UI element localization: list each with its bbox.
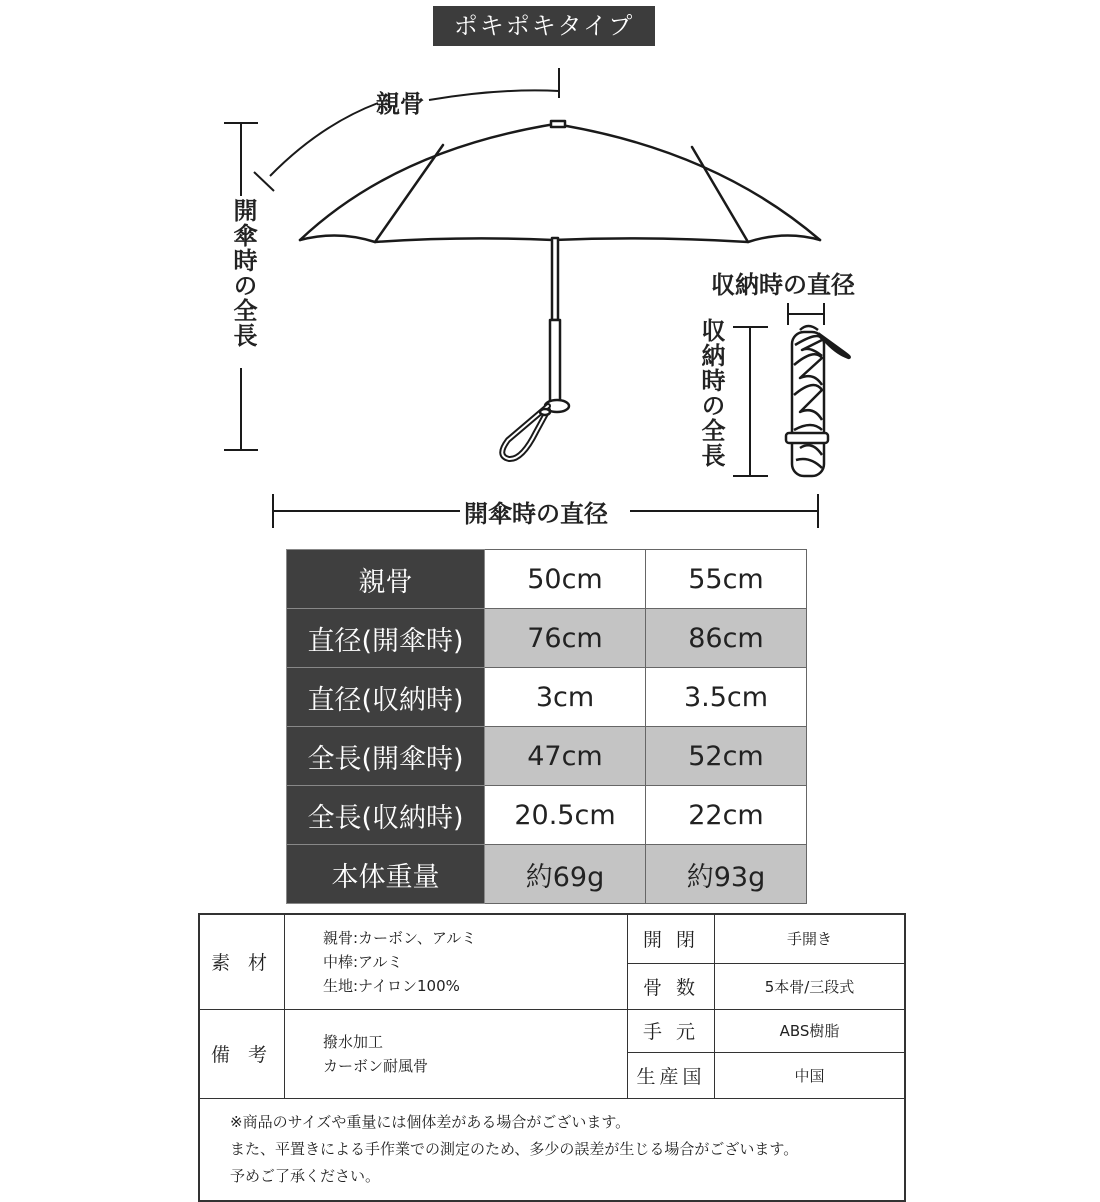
note-line: ※商品のサイズや重量には個体差がある場合がございます。 xyxy=(230,1112,631,1131)
canopy-outline xyxy=(300,124,820,240)
spec-value: 3cm xyxy=(485,668,646,727)
handle-value: ABS樹脂 xyxy=(715,1009,906,1052)
material-line: 生地:ナイロン100% xyxy=(323,976,460,995)
open-close-label: 開 閉 xyxy=(628,914,715,963)
spec-row xyxy=(287,668,807,727)
remarks-body xyxy=(285,1009,628,1098)
handle-label: 手 元 xyxy=(628,1009,715,1052)
spec-row-label: 直径(収納時) xyxy=(287,668,485,727)
spec-value: 約93g xyxy=(646,845,807,904)
spec-row-label: 親骨 xyxy=(287,550,485,609)
note-line: 予めご了承ください。 xyxy=(230,1166,381,1185)
spec-row-label: 本体重量 xyxy=(287,845,485,904)
spec-value: 約69g xyxy=(485,845,646,904)
notes xyxy=(199,1098,905,1201)
spec-value: 47cm xyxy=(485,727,646,786)
folded-diameter-label: 収納時の直径 xyxy=(711,271,855,299)
type-badge: ポキポキタイプ xyxy=(433,6,655,46)
folded-length-label: 収納時の全長 xyxy=(697,318,725,468)
open-length-label: 開傘時の全長 xyxy=(229,198,257,348)
umbrella-diagram xyxy=(0,0,1100,540)
country-label: 生産国 xyxy=(628,1052,715,1098)
info-table xyxy=(198,913,906,1202)
material-line: 中棒:アルミ xyxy=(323,952,403,971)
material-label: 素 材 xyxy=(199,914,285,1009)
country-value: 中国 xyxy=(715,1052,906,1098)
spec-row xyxy=(287,786,807,845)
spec-value: 22cm xyxy=(646,786,807,845)
spec-table xyxy=(286,549,807,904)
rib-label: 親骨 xyxy=(376,90,424,118)
spec-row xyxy=(287,727,807,786)
spec-row-label: 全長(開傘時) xyxy=(287,727,485,786)
spec-row xyxy=(287,550,807,609)
spec-value: 52cm xyxy=(646,727,807,786)
spec-value: 76cm xyxy=(485,609,646,668)
spec-row xyxy=(287,845,807,904)
remarks-label: 備 考 xyxy=(199,1009,285,1098)
spec-value: 3.5cm xyxy=(646,668,807,727)
spec-row xyxy=(287,609,807,668)
spec-value: 86cm xyxy=(646,609,807,668)
material-line: 親骨:カーボン、アルミ xyxy=(323,928,477,947)
spec-value: 55cm xyxy=(646,550,807,609)
spec-value: 50cm xyxy=(485,550,646,609)
spec-value: 20.5cm xyxy=(485,786,646,845)
spec-row-label: 全長(収納時) xyxy=(287,786,485,845)
rib-count-label: 骨 数 xyxy=(628,963,715,1009)
open-close-value: 手開き xyxy=(715,914,906,963)
material-body xyxy=(285,914,628,1009)
spec-row-label: 直径(開傘時) xyxy=(287,609,485,668)
remarks-line: カーボン耐風骨 xyxy=(323,1056,429,1075)
open-diameter-label: 開傘時の直径 xyxy=(464,500,608,528)
note-line: また、平置きによる手作業での測定のため、多少の誤差が生じる場合がございます。 xyxy=(230,1139,799,1158)
folded-umbrella xyxy=(786,326,849,476)
remarks-line: 撥水加工 xyxy=(323,1032,384,1051)
rib-count-value: 5本骨/三段式 xyxy=(715,963,906,1009)
